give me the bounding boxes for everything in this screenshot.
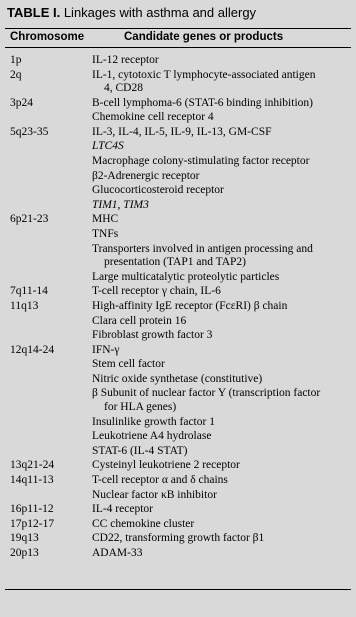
chromosome-cell: 19q13 [10, 532, 39, 545]
table-row [0, 111, 356, 126]
gene-cell [92, 387, 350, 414]
table-row [0, 532, 356, 547]
chromosome-cell: 13q21-24 [10, 459, 55, 472]
table-row [0, 387, 356, 415]
table-row [0, 285, 356, 300]
gene-line: Glucocorticosteroid receptor [92, 184, 224, 197]
chromosome-cell: 20p13 [10, 546, 39, 559]
gene-line: LTC4S [92, 140, 124, 153]
gene-cell [92, 416, 350, 430]
table-row [0, 445, 356, 460]
chromosome-cell: 5q23-35 [10, 125, 49, 138]
gene-cell [92, 285, 350, 299]
gene-cell [92, 213, 350, 227]
gene-line: T-cell receptor α and δ chains [92, 473, 228, 486]
gene-cell [92, 155, 350, 169]
chromosome-cell: 6p21-23 [10, 213, 49, 226]
chromosome-cell: 3p24 [10, 96, 33, 109]
table-row [0, 69, 356, 97]
gene-cell [92, 344, 350, 358]
gene-line: for HLA genes) [104, 400, 177, 413]
table-row [0, 243, 356, 271]
table-row [0, 97, 356, 112]
gene-cell [92, 199, 350, 213]
table-row [0, 184, 356, 199]
gene-cell [92, 518, 350, 532]
gene-line: β2-Adrenergic receptor [92, 169, 200, 182]
chromosome-cell: 16p11-12 [10, 503, 54, 516]
gene-line: STAT-6 (IL-4 STAT) [92, 444, 188, 457]
table-row [0, 300, 356, 315]
gene-cell [92, 445, 350, 459]
table-label: TABLE I. [7, 5, 61, 20]
gene-cell [92, 315, 350, 329]
gene-cell [92, 170, 350, 184]
table-row [0, 54, 356, 69]
chromosome-cell: 1p [10, 54, 22, 66]
table-row [0, 155, 356, 170]
gene-line: IL-3, IL-4, IL-5, IL-9, IL-13, GM-CSF [92, 125, 272, 138]
gene-cell [92, 300, 350, 314]
gene-line: Chemokine cell receptor 4 [92, 111, 214, 124]
gene-line: β Subunit of nuclear factor Y (transcription factor [92, 387, 321, 400]
gene-cell [92, 126, 350, 140]
gene-cell [92, 111, 350, 125]
gene-line: IFN-γ [92, 343, 120, 356]
table-row [0, 416, 356, 431]
gene-line: Nitric oxide synthetase (constitutive) [92, 372, 263, 385]
gene-line: Leukotriene A4 hydrolase [92, 430, 212, 443]
gene-line: Cysteinyl leukotriene 2 receptor [92, 459, 240, 472]
table-row [0, 474, 356, 489]
gene-line: Large multicatalytic proteolytic particles [92, 270, 280, 283]
chromosome-cell: 2q [10, 68, 22, 81]
table-row [0, 126, 356, 141]
gene-line: IL-1, cytotoxic T lymphocyte-associated antigen [92, 68, 316, 81]
gene-line: CC chemokine cluster [92, 517, 195, 530]
gene-cell [92, 503, 350, 517]
gene-line: MHC [92, 213, 119, 226]
gene-line: Fibroblast growth factor 3 [92, 329, 213, 342]
gene-line: Macrophage colony-stimulating factor receptor [92, 155, 310, 168]
table-row [0, 344, 356, 359]
gene-line: ADAM-33 [92, 546, 143, 559]
top-rule [5, 28, 351, 29]
gene-line: High-affinity IgE receptor (FcεRI) β chain [92, 299, 288, 312]
header-rule [5, 47, 351, 48]
gene-line: Transporters involved in antigen processing and [92, 242, 313, 255]
gene-line: B-cell lymphoma-6 (STAT-6 binding inhibition) [92, 96, 313, 109]
table-row [0, 503, 356, 518]
gene-cell [92, 474, 350, 488]
genes-column-header: Candidate genes or products [124, 31, 284, 43]
gene-cell [92, 54, 350, 68]
table-row [0, 430, 356, 445]
table-row [0, 358, 356, 373]
gene-cell [92, 489, 350, 503]
table-row [0, 329, 356, 344]
chromosome-column-header: Chromosome [10, 31, 85, 43]
gene-cell [92, 459, 350, 473]
table-row [0, 547, 356, 562]
table-row [0, 518, 356, 533]
gene-cell [92, 271, 350, 285]
gene-cell [92, 140, 350, 154]
gene-line: CD22, transforming growth factor β1 [92, 532, 265, 545]
gene-line: TIM1, TIM3 [92, 198, 149, 211]
table-row [0, 213, 356, 228]
table-caption: Linkages with asthma and allergy [63, 5, 257, 20]
table-row [0, 373, 356, 388]
gene-cell [92, 184, 350, 198]
gene-line: Insulinlike growth factor 1 [92, 415, 215, 428]
gene-line: T-cell receptor γ chain, IL-6 [92, 285, 221, 298]
gene-cell [92, 430, 350, 444]
bottom-rule [5, 589, 351, 590]
table-row [0, 199, 356, 214]
gene-cell [92, 547, 350, 561]
chromosome-cell: 12q14-24 [10, 343, 55, 356]
chromosome-cell: 17p12-17 [10, 517, 55, 530]
table-row [0, 489, 356, 504]
gene-cell [92, 532, 350, 546]
gene-line: Clara cell protein 16 [92, 314, 187, 327]
gene-cell [92, 243, 350, 270]
gene-line: IL-4 receptor [92, 503, 153, 516]
gene-line: TNFs [92, 228, 119, 241]
gene-cell [92, 97, 350, 111]
table-row [0, 315, 356, 330]
gene-line: Nuclear factor κB inhibitor [92, 488, 217, 501]
gene-cell [92, 228, 350, 242]
gene-line: presentation (TAP1 and TAP2) [104, 256, 246, 269]
chromosome-cell: 11q13 [10, 299, 39, 312]
table-row [0, 271, 356, 286]
table-body [0, 54, 356, 562]
gene-line: 4, CD28 [104, 82, 143, 95]
table-row [0, 228, 356, 243]
gene-cell [92, 329, 350, 343]
gene-cell [92, 69, 350, 96]
table-row [0, 170, 356, 185]
gene-cell [92, 358, 350, 372]
table-title [7, 5, 256, 20]
table-row [0, 459, 356, 474]
gene-cell [92, 373, 350, 387]
chromosome-cell: 14q11-13 [10, 473, 54, 486]
gene-line: IL-12 receptor [92, 54, 159, 66]
table-row [0, 140, 356, 155]
chromosome-cell: 7q11-14 [10, 285, 48, 298]
gene-line: Stem cell factor [92, 358, 165, 371]
